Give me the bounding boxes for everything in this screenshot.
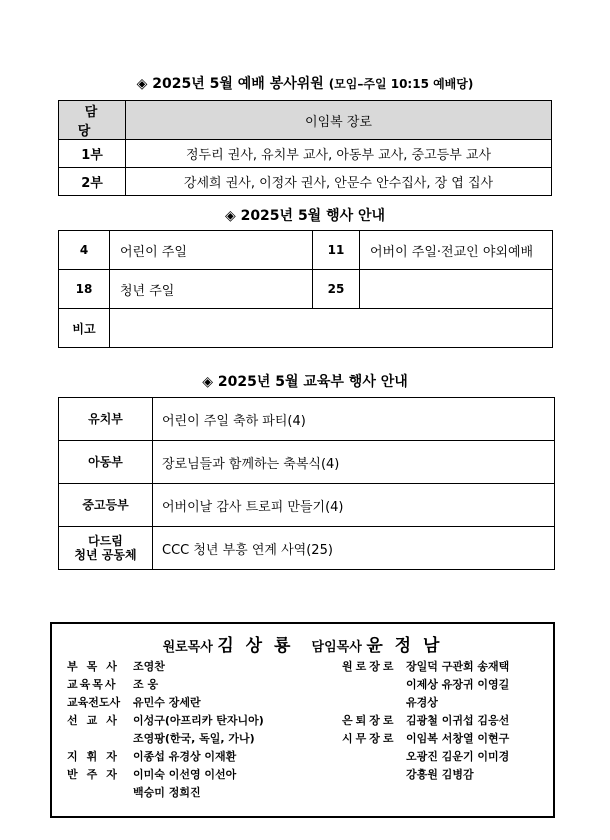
staff-role: 원로장로 (342, 660, 397, 673)
dept-name: 유치부 (59, 398, 153, 441)
staff-role: 시무장로 (342, 732, 397, 745)
pastors-heading (52, 631, 553, 656)
event-name: 어린이 주일 (110, 231, 313, 270)
staff-row (67, 712, 264, 728)
staff-row (67, 784, 201, 800)
header-value-cell: 이임복 장로 (126, 101, 552, 140)
table-header-row (59, 101, 552, 140)
table-row (59, 168, 552, 196)
staff-row (67, 676, 158, 692)
staff-row (342, 712, 509, 728)
staff-row (67, 694, 201, 710)
note-label: 비고 (59, 309, 110, 348)
education-events-table (58, 397, 555, 570)
staff-names: 유경상 (406, 696, 438, 709)
event-day: 11 (313, 231, 360, 270)
section1-title-sub: (모임–주일 10:15 예배당) (328, 77, 474, 91)
event-day: 18 (59, 270, 110, 309)
diamond-icon: ◈ (136, 76, 148, 92)
staff-names: 이종섭 유경상 이재환 (133, 750, 237, 763)
dept-name: 아동부 (59, 441, 153, 484)
header-label-cell: 담 당 (59, 101, 126, 140)
worship-volunteer-table (58, 100, 552, 196)
section1-title (0, 73, 610, 93)
table-row (59, 309, 553, 348)
event-day: 4 (59, 231, 110, 270)
staff-row (342, 766, 474, 782)
staff-row (67, 748, 236, 764)
staff-row (67, 658, 165, 674)
staff-row (342, 676, 509, 692)
staff-box (50, 622, 555, 818)
section1-title-main: 2025년 5월 예배 봉사위원 (152, 76, 324, 92)
table-row (59, 441, 555, 484)
staff-names: 조 웅 (133, 678, 159, 691)
staff-role: 지휘자 (67, 750, 126, 763)
staff-row (342, 658, 509, 674)
staff-names: 백승미 정희진 (133, 786, 201, 799)
table-row (59, 527, 555, 570)
staff-names: 이제상 유장귀 이영길 (406, 678, 510, 691)
staff-row (342, 748, 509, 764)
staff-role: 반주자 (67, 768, 126, 781)
dept-event: CCC 청년 부흥 연계 사역(25) (153, 527, 555, 570)
note-value (110, 309, 553, 348)
service-volunteers: 강세희 권사, 이정자 권사, 안문수 안수집사, 장 엽 집사 (126, 168, 552, 196)
dept-name-line1: 다드림 (88, 534, 123, 548)
service-label: 1부 (59, 140, 126, 168)
staff-names: 이임복 서창열 이현구 (406, 732, 510, 745)
event-name (360, 270, 553, 309)
staff-names: 이미숙 이선영 이선아 (133, 768, 237, 781)
dept-event: 장로님들과 함께하는 축복식(4) (153, 441, 555, 484)
table-row (59, 270, 553, 309)
events-table (58, 230, 553, 348)
staff-row (342, 730, 509, 746)
staff-row (342, 694, 438, 710)
staff-names: 강흥원 김병감 (406, 768, 474, 781)
staff-role: 은퇴장로 (342, 714, 397, 727)
staff-names: 유민수 장세란 (133, 696, 201, 709)
table-row (59, 231, 553, 270)
staff-role: 교육목사 (67, 678, 118, 691)
staff-names: 장일덕 구관회 송재택 (406, 660, 510, 673)
emeritus-name: 김 상 룡 (217, 636, 294, 656)
service-label: 2부 (59, 168, 126, 196)
staff-row (67, 766, 236, 782)
dept-name (59, 527, 153, 570)
dept-event: 어버이날 감사 트로피 만들기(4) (153, 484, 555, 527)
staff-row (67, 730, 255, 746)
event-name: 어버이 주일·전교인 야외예배 (360, 231, 553, 270)
section3-title: ◈ 2025년 5월 교육부 행사 안내 (202, 374, 408, 390)
staff-role: 선교사 (67, 714, 126, 727)
dept-name-line2: 청년 공동체 (74, 548, 137, 562)
table-row (59, 398, 555, 441)
event-name: 청년 주일 (110, 270, 313, 309)
dept-event: 어린이 주일 축하 파티(4) (153, 398, 555, 441)
staff-role: 부목사 (67, 660, 126, 673)
event-day: 25 (313, 270, 360, 309)
dept-name: 중고등부 (59, 484, 153, 527)
table-row (59, 140, 552, 168)
table-row (59, 484, 555, 527)
section2-title: ◈ 2025년 5월 행사 안내 (224, 208, 386, 224)
staff-names: 조영찬 (133, 660, 165, 673)
staff-names: 오광진 김운기 이미경 (406, 750, 510, 763)
service-volunteers: 정두리 권사, 유치부 교사, 아동부 교사, 중고등부 교사 (126, 140, 552, 168)
staff-names: 이성구(아프리카 탄자니아) (133, 714, 264, 727)
staff-names: 조영팡(한국, 독일, 가나) (133, 732, 255, 745)
staff-role: 교육전도사 (67, 696, 121, 709)
emeritus-label: 원로목사 (162, 640, 213, 655)
senior-name: 윤 정 남 (366, 636, 443, 656)
staff-names: 김광철 이귀섭 김응선 (406, 714, 510, 727)
senior-label: 담임목사 (311, 640, 362, 655)
